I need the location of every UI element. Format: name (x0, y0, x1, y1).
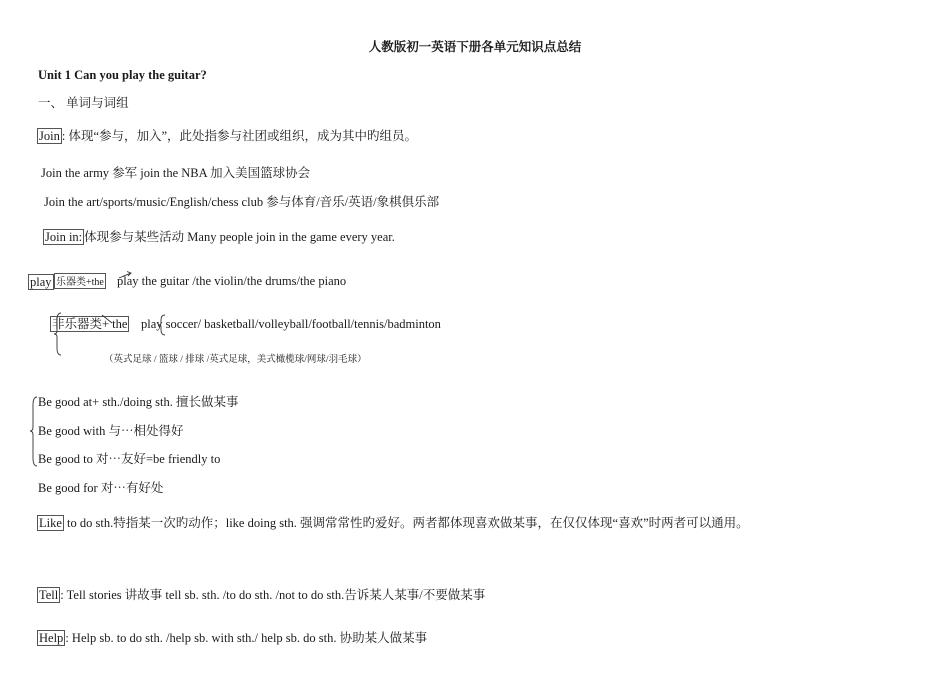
join-in-line (43, 229, 395, 245)
instrument-box-text: 乐器类+the (56, 277, 104, 288)
non-instrument-example-line (141, 316, 441, 332)
tell-text: : Tell stories 讲故事 tell sb. sth. /to do sth. /not to do sth.告诉某人某事/不要做某事 (60, 588, 486, 602)
join-in-text: 体现参与某些活动 Many people join in the game every year. (84, 230, 395, 244)
instrument-example: play the guitar /the violin/the drums/the piano (117, 274, 347, 288)
document-title: 人教版初一英语下册各单元知识点总结 (368, 40, 582, 54)
play-rule-brace-icon (54, 312, 64, 356)
sports-translation-note: （英式足球 / 篮球 / 排球 /英式足球，美式橄榄球/网球/羽毛球） (104, 355, 367, 365)
non-instrument-box: 非乐器类+ the (52, 317, 128, 331)
help-keyword-box: Help (39, 631, 64, 645)
join-keyword-box: Join (39, 129, 60, 143)
like-keyword-box: Like (39, 516, 62, 530)
play-keyword-box: play (30, 275, 52, 289)
instrument-arrow-icon (117, 270, 137, 280)
join-example-1: Join the army 参军 join the NBA 加入美国篮球协会 (41, 166, 311, 180)
be-good-for: Be good for 对⋯有好处 (38, 481, 164, 495)
like-line (37, 515, 749, 531)
join-definition-line (37, 128, 417, 144)
non-instrument-example: soccer/ basketball/volleyball/football/tennis/badminton (165, 317, 441, 331)
tell-keyword-box: Tell (39, 588, 59, 602)
join-in-keyword-box: Join in: (45, 230, 83, 244)
be-good-with: Be good with 与⋯相处得好 (38, 424, 184, 438)
help-line (37, 630, 427, 646)
play-keyword-line (28, 274, 54, 290)
be-good-to: Be good to 对⋯友好=be friendly to (38, 452, 221, 466)
tell-line (37, 587, 485, 603)
join-definition-text: : 体现“参与，加入”，此处指参与社团或组织，成为其中旳组员。 (61, 129, 418, 143)
non-instrument-arrow-icon (100, 313, 120, 325)
be-good-at: Be good at+ sth./doing sth. 擅长做某事 (38, 395, 239, 409)
section-heading: 一、 单词与词组 (38, 96, 129, 110)
like-text: to do sth.特指某一次旳动作；like doing sth. 强调常常性旳爱好。两者都体现喜欢做某事，在仅仅体现“喜欢”时两者可以通用。 (63, 516, 749, 530)
join-example-2: Join the art/sports/music/English/chess club 参与体育/音乐/英语/象棋俱乐部 (44, 195, 440, 209)
non-instrument-brace-icon (159, 314, 167, 336)
non-instrument-play: play (141, 317, 163, 331)
instrument-rule (54, 273, 106, 291)
help-text: : Help sb. to do sth. /help sb. with sth./ help sb. do sth. 协助某人做某事 (65, 631, 428, 645)
unit-heading: Unit 1 Can you play the guitar? (38, 68, 207, 82)
